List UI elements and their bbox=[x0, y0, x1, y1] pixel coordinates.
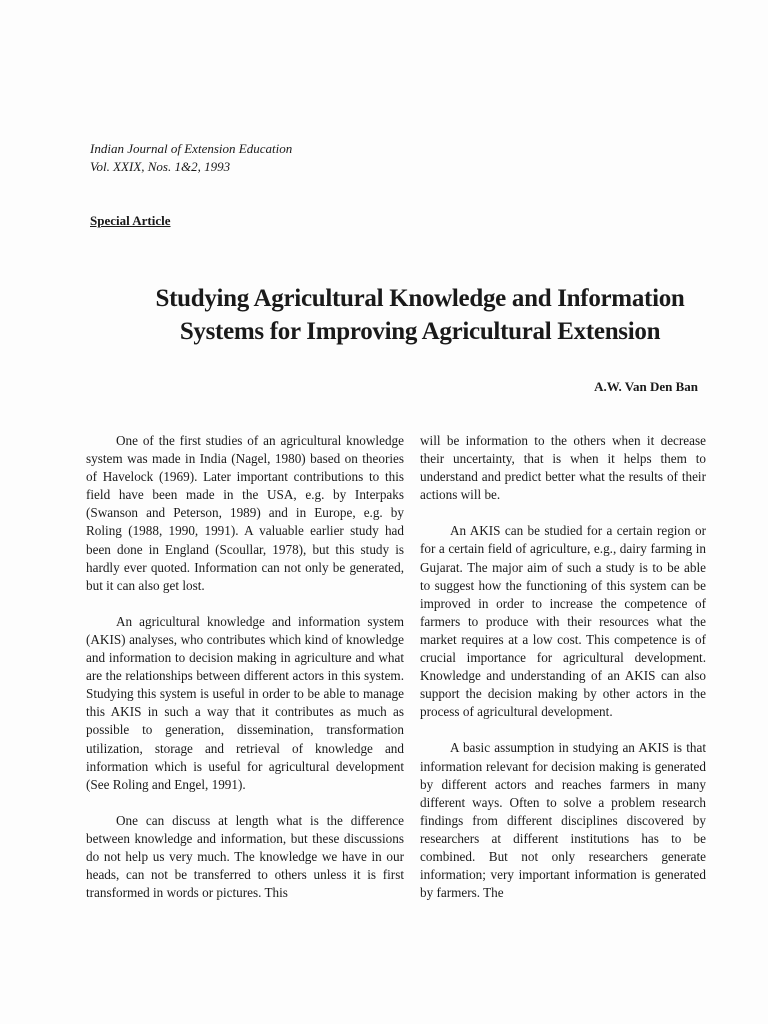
author-name: A.W. Van Den Ban bbox=[594, 379, 698, 394]
title-line-1: Studying Agricultural Knowledge and Information bbox=[155, 285, 685, 312]
right-column bbox=[420, 432, 706, 920]
paragraph: An agricultural knowledge and information system (AKIS) analyses, who contributes which kind of knowledge and information to decision making in agriculture and what are the relationships between different actors in this system. Studying this system is useful in order to be able to manage this AKIS in such a way that it contributes as much as possible to generation, dissemination, transformation utilization, storage and retrieval of knowledge and information which is useful for agricultural development (See Roling and Engel, 1991). bbox=[86, 613, 404, 792]
journal-header bbox=[90, 140, 292, 176]
section-label: Special Article bbox=[90, 213, 171, 228]
title-line-2: Systems for Improving Agricultural Extension bbox=[179, 318, 661, 345]
paragraph: An AKIS can be studied for a certain region or for a certain field of agriculture, e.g., dairy farming in Gujarat. The major aim of such a study is to be able to suggest how the functioning of this system can be improved in order to increase the competence of farmers to produce with their resources what the market requires at a low cost. This competence is of crucial importance for agricultural development. Knowledge and understanding of an AKIS can also support the decision making by other actors in the process of agricultural development. bbox=[420, 523, 706, 720]
journal-name: Indian Journal of Extension Education bbox=[90, 141, 293, 156]
paragraph: A basic assumption in studying an AKIS is that information relevant for decision making is generated by different actors and reaches farmers in many different ways. Often to solve a problem research findings from different disciplines discovered by researchers at different institutions has to be combined. But not only researchers generate information; very important information is generated by farmers. The bbox=[420, 740, 706, 901]
paragraph: One can discuss at length what is the difference between knowledge and information, but these discussions do not help us very much. The knowledge we have in our heads, can not be transferred to others unless it is first transformed in words or pictures. This bbox=[86, 812, 404, 901]
journal-volume: Vol. XXIX, Nos. 1&2, 1993 bbox=[90, 159, 231, 174]
paragraph: One of the first studies of an agricultural knowledge system was made in India (Nagel, 1980) based on theories of Havelock (1969). Later important contributions to this field have been made in the USA, e.g. by Interpaks (Swanson and Peterson, 1989) and in Europe, e.g. by Roling (1988, 1990, 1991). A valuable earlier study had been done in England (Scoullar, 1978), but this study is hardly ever quoted. Information can not only be generated, but it can also get lost. bbox=[86, 433, 404, 593]
left-column bbox=[86, 432, 404, 920]
article-title bbox=[100, 282, 740, 348]
paragraph: will be information to the others when it decrease their uncertainty, that is when it helps them to understand and predict better what the results of their actions will be. bbox=[420, 433, 706, 503]
